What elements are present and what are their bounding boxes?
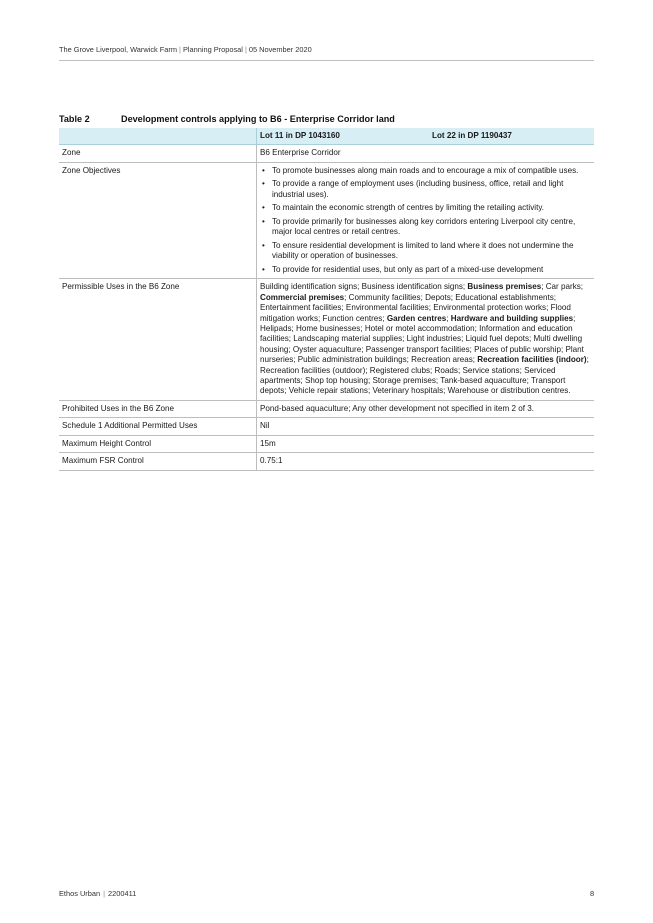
header-lot-11: Lot 11 in DP 1043160 xyxy=(260,131,340,140)
uses-text-bold: Commercial premises xyxy=(260,292,345,302)
header-lot-22: Lot 22 in DP 1190437 xyxy=(432,131,512,140)
header-separator: | xyxy=(244,45,247,54)
row-value xyxy=(257,162,595,279)
footer xyxy=(59,889,136,898)
table-title: Development controls applying to B6 - Enterprise Corridor land xyxy=(121,114,395,124)
row-label: Zone Objectives xyxy=(59,162,257,279)
header-rule xyxy=(59,60,594,61)
footer-job-number: 2200411 xyxy=(108,889,137,898)
row-label: Prohibited Uses in the B6 Zone xyxy=(59,400,257,417)
row-label: Maximum FSR Control xyxy=(59,453,257,470)
row-value: Nil xyxy=(257,418,595,435)
table-caption xyxy=(59,114,395,124)
objective-item xyxy=(262,203,590,213)
objective-item xyxy=(262,179,590,200)
objective-text: To maintain the economic strength of centres by limiting the retailing activity. xyxy=(272,203,545,213)
table-row-permissible-uses xyxy=(59,279,594,400)
row-value xyxy=(257,279,595,400)
bullet: • xyxy=(262,179,265,189)
running-header xyxy=(59,45,312,54)
objectives-list xyxy=(260,166,590,276)
uses-text: ; Helipads; Home businesses; Hotel or motel accommodation; Information and education facilities; Landscaping material supplies; Light industries; Liquid fuel depots; Multi dwelling housing; Oyster aquaculture; Passenger transport facilities; Places of public worship; Plant nurseries; Public administration buildings; Recreation areas; xyxy=(260,313,584,365)
table-row-max-height xyxy=(59,435,594,452)
table-row-prohibited-uses xyxy=(59,400,594,417)
row-value: 0.75:1 xyxy=(257,453,595,470)
table-header-lots-cell xyxy=(257,128,595,145)
row-label: Maximum Height Control xyxy=(59,435,257,452)
uses-text-bold: Hardware and building supplies xyxy=(450,313,574,323)
table-row-zone-objectives xyxy=(59,162,594,279)
row-value: 15m xyxy=(257,435,595,452)
table-row-schedule-1 xyxy=(59,418,594,435)
objective-text: To ensure residential development is limited to land where it does not undermine the viability or operation of businesses. xyxy=(272,241,574,261)
table-header-row xyxy=(59,128,594,145)
objective-item xyxy=(262,241,590,262)
header-project: The Grove Liverpool, Warwick Farm xyxy=(59,45,178,54)
bullet: • xyxy=(262,241,265,250)
row-label: Permissible Uses in the B6 Zone xyxy=(59,279,257,400)
footer-company: Ethos Urban xyxy=(59,889,101,898)
footer-separator: | xyxy=(103,889,106,898)
development-controls-table xyxy=(59,128,594,471)
uses-text: ; xyxy=(446,313,451,323)
objective-text: To promote businesses along main roads and to encourage a mix of compatible uses. xyxy=(272,165,579,175)
objective-text: To provide primarily for businesses along key corridors entering Liverpool city centre, major local centres or retail centres. xyxy=(272,217,576,237)
uses-text-bold: Recreation facilities (indoor) xyxy=(477,355,587,365)
header-separator: | xyxy=(179,45,181,54)
bullet: • xyxy=(262,165,265,175)
objective-item xyxy=(262,165,590,176)
row-value: B6 Enterprise Corridor xyxy=(257,145,595,162)
bullet: • xyxy=(262,203,265,213)
row-label: Zone xyxy=(59,145,257,162)
header-date: 05 November 2020 xyxy=(248,45,312,54)
bullet: • xyxy=(262,265,265,274)
uses-text: Building identification signs; Business identification signs; xyxy=(260,282,468,292)
uses-text: ; Community facilities; Depots; Educational establishments; Entertainment facilities; Environmental facilities; Environmental protection works; Flood mitigation works; Function centres; xyxy=(260,292,571,323)
table-number: Table 2 xyxy=(59,114,90,124)
objective-text: To provide a range of employment uses (including business, office, retail and light industrial uses). xyxy=(272,179,564,199)
table-row-zone xyxy=(59,145,594,162)
objective-item xyxy=(262,265,590,275)
page-number: 8 xyxy=(590,889,595,898)
table-row-max-fsr xyxy=(59,453,594,470)
uses-text: ; Car parks; xyxy=(541,282,584,292)
row-value: Pond-based aquaculture; Any other development not specified in item 2 of 3. xyxy=(257,400,595,417)
uses-text: ; Recreation facilities (outdoor); Registered clubs; Roads; Service stations; Serviced apartments; Shop top housing; Storage premises; Tank-based aquaculture; Transport depots; Vehicle repair stations; Veterinary hospitals; Warehouse or distribution centres. xyxy=(260,355,589,396)
objective-text: To provide for residential uses, but only as part of a mixed-use development xyxy=(272,265,544,274)
uses-text-bold: Garden centres xyxy=(386,313,447,323)
uses-text-bold: Business premises xyxy=(467,282,542,292)
row-label: Schedule 1 Additional Permitted Uses xyxy=(59,418,257,435)
objective-item xyxy=(262,217,590,238)
header-doc-type: Planning Proposal xyxy=(182,45,243,54)
table-header-empty-cell xyxy=(59,128,257,145)
bullet: • xyxy=(262,217,265,226)
